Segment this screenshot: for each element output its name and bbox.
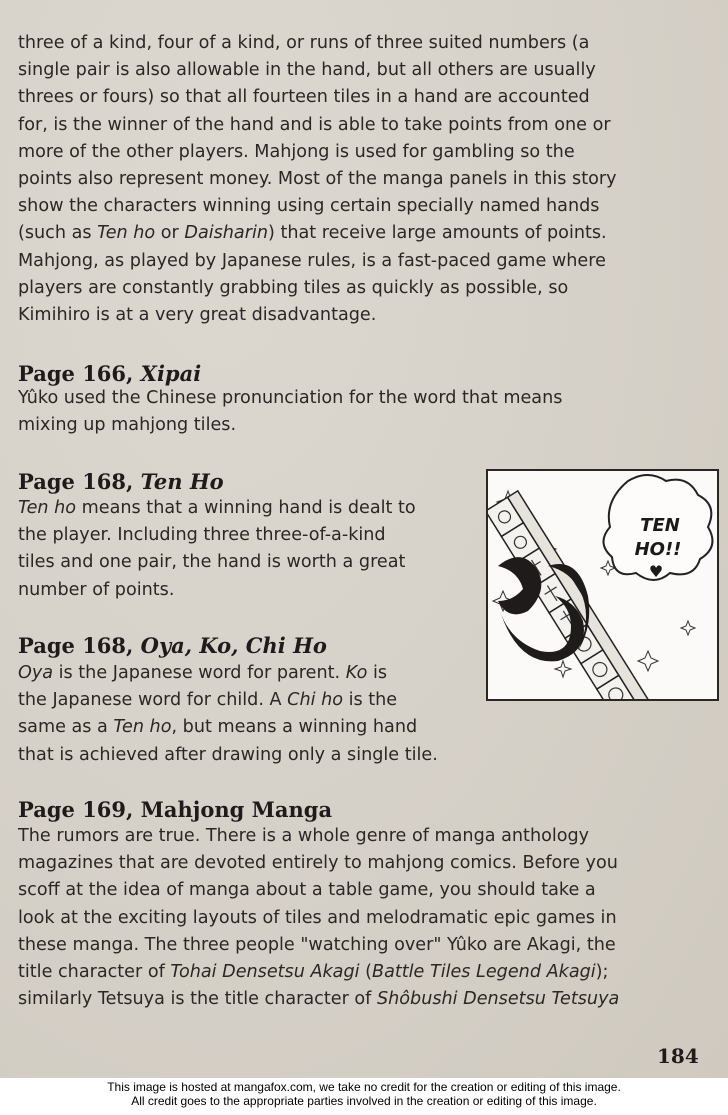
text-line: (such as Ten ho or Daisharin) that receive large amounts of points.	[18, 223, 607, 244]
text-line: three of a kind, four of a kind, or runs of three suited numbers (a	[18, 33, 590, 53]
section-heading-ten-ho: Page 168, Ten Ho	[18, 469, 224, 494]
section-body-ten-ho	[18, 495, 416, 604]
text-line: these manga. The three people "watching over" Yûko are Akagi, the	[18, 934, 616, 955]
section-heading-oya-ko-chi-ho: Page 168, Oya, Ko, Chi Ho	[18, 633, 327, 658]
text-line: Ten ho means that a winning hand is dealt to	[18, 498, 416, 518]
manga-panel-art	[488, 471, 717, 699]
text-line: for, is the winner of the hand and is able to take points from one or	[18, 114, 611, 135]
text-line: points also represent money. Most of the manga panels in this story	[18, 168, 617, 189]
text-line: scoff at the idea of manga about a table game, you should take a	[18, 880, 596, 901]
heart-icon: ♥	[648, 562, 664, 581]
text-line: The rumors are true. There is a whole genre of manga anthology	[18, 826, 590, 846]
text-line: similarly Tetsuya is the title character of Shôbushi Densetsu Tetsuya	[18, 989, 620, 1010]
text-line: threes or fours) so that all fourteen tiles in a hand are accounted	[18, 87, 590, 108]
text-line: Yûko used the Chinese pronunciation for the word that means	[18, 388, 563, 408]
text-line: players are constantly grabbing tiles as quickly as possible, so	[18, 277, 569, 298]
disclaimer-line-2: All credit goes to the appropriate parties involved in the creation or editing of this image.	[131, 1094, 597, 1108]
text-line: more of the other players. Mahjong is used for gambling so the	[18, 141, 575, 162]
section-heading-mahjong-manga: Page 169, Mahjong Manga	[18, 797, 333, 822]
bubble-text-line1: TEN	[640, 515, 680, 536]
text-line: number of points.	[18, 579, 175, 600]
text-line: Mahjong, as played by Japanese rules, is a fast-paced game where	[18, 250, 606, 271]
page-number: 184	[657, 1044, 699, 1068]
text-line: magazines that are devoted entirely to mahjong comics. Before you	[18, 853, 618, 874]
disclaimer-line-1: This image is hosted at mangafox.com, we take no credit for the creation or editing of this image.	[107, 1080, 621, 1094]
text-line: single pair is also allowable in the hand, but all others are usually	[18, 60, 596, 81]
section-heading-xipai: Page 166, Xipai	[18, 361, 202, 386]
hosting-disclaimer	[0, 1080, 728, 1108]
intro-paragraph	[18, 30, 617, 329]
text-line: that is achieved after drawing only a single tile.	[18, 744, 438, 765]
section-body-oya-ko-chi-ho	[18, 660, 438, 769]
text-line: title character of Tohai Densetsu Akagi (Battle Tiles Legend Akagi);	[18, 961, 609, 982]
text-line: tiles and one pair, the hand is worth a great	[18, 552, 406, 573]
section-body-xipai	[18, 385, 562, 439]
text-line: the Japanese word for child. A Chi ho is the	[18, 690, 398, 711]
text-line: mixing up mahjong tiles.	[18, 415, 237, 436]
text-line: Kimihiro is at a very great disadvantage.	[18, 304, 377, 325]
bubble-text-line2: HO!!	[634, 539, 682, 560]
text-line: same as a Ten ho, but means a winning hand	[18, 717, 418, 738]
section-body-mahjong-manga	[18, 823, 619, 1013]
manga-panel-illustration	[486, 469, 719, 701]
text-line: Oya is the Japanese word for parent. Ko is	[18, 663, 388, 683]
text-line: the player. Including three three-of-a-kind	[18, 525, 386, 546]
text-line: show the characters winning using certain specially named hands	[18, 196, 600, 217]
text-line: look at the exciting layouts of tiles and melodramatic epic games in	[18, 907, 617, 928]
